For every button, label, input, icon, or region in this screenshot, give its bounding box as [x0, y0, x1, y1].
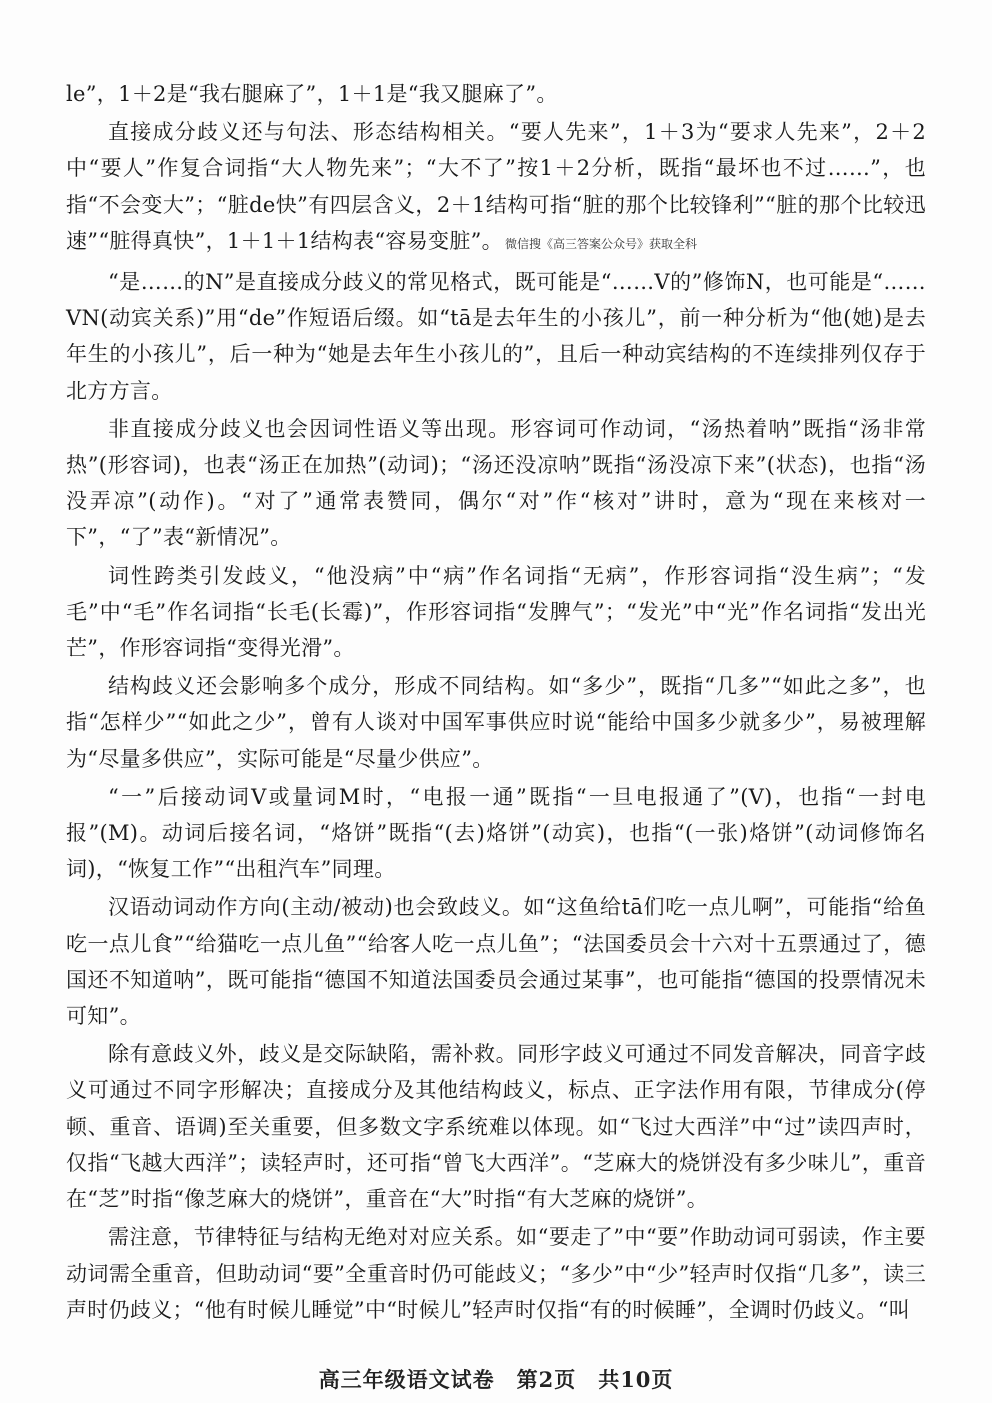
paragraph: 词性跨类引发歧义，“他没病”中“病”作名词指“无病”，作形容词指“没生病”；“发毛”中“毛”作名词指“长毛(长霉)”，作形容词指“发脾气”；“发光”中“光”作名词指“发出光芒”，作形容词指“变得光滑”。 [66, 563, 926, 661]
paragraph: 汉语动词动作方向(主动/被动)也会致歧义。如“这鱼给tā们吃一点儿啊”，可能指“给鱼吃一点儿食”“给猫吃一点儿鱼”“给客人吃一点儿鱼”；“法国委员会十六对十五票通过了，德国还不知道呐”，既可能指“德国不知道法国委员会通过某事”，也可能指“德国的投票情况未可知”。 [66, 895, 926, 1029]
paragraph: “一”后接动词V或量词M时，“电报一通”既指“一旦电报通了”(V)，也指“一封电报”(M)。动词后接名词，“烙饼”既指“(去)烙饼”(动宾)，也指“(一张)烙饼”(动词修饰名词)，“恢复工作”“出租汽车”同理。 [66, 784, 926, 882]
paragraph: “是……的N”是直接成分歧义的常见格式，既可能是“……V的”修饰N，也可能是“……VN(动宾关系)”用“de”作短语后缀。如“tā是去年生的小孩儿”，前一种分析为“他(她)是去年生的小孩儿”，后一种为“她是去年生小孩儿的”，且后一种动宾结构的不连续排列仅存于北方方言。 [66, 270, 926, 403]
body-text [66, 76, 926, 1330]
watermark-text: 微信搜《高三答案公众号》获取全科 [504, 236, 697, 251]
paragraph-text: 直接成分歧义还与句法、形态结构相关。“要人先来”，1＋3为“要求人先来”，2＋2中“要人”作复合词指“大人物先来”；“大不了”按1＋2分析，既指“最坏也不过……”，也指“不会变大”；“脏de快”有四层含义，2＋1结构可指“脏的那个比较锋利”“脏的那个比较迅速”“脏得真快”，1＋1＋1结构表“容易变脏”。 [66, 120, 926, 253]
paragraph: 结构歧义还会影响多个成分，形成不同结构。如“多少”，既指“几多”“如此之多”，也指“怎样少”“如此之少”，曾有人谈对中国军事供应时说“能给中国多少就多少”，易被理解为“尽量多供应”，实际可能是“尽量少供应”。 [66, 674, 926, 771]
paragraph [66, 114, 926, 262]
paragraph: 非直接成分歧义也会因词性语义等出现。形容词可作动词，“汤热着呐”既指“汤非常热”(形容词)，也表“汤正在加热”(动词)；“汤还没凉呐”既指“汤没凉下来”(状态)，也指“汤没弄凉”(动作)。“对了”通常表赞同，偶尔“对”作“核对”讲时，意为“现在来核对一下”，“了”表“新情况”。 [66, 416, 926, 550]
paragraph: 需注意，节律特征与结构无绝对对应关系。如“要走了”中“要”作助动词可弱读，作主要动词需全重音，但助动词“要”全重音时仍可能歧义；“多少”中“少”轻声时仅指“几多”，读三声时仍歧义；“他有时候儿睡觉”中“时候儿”轻声时仅指“有的时候睡”，全调时仍歧义。“叫 [66, 1225, 926, 1322]
paragraph: le”，1＋2是“我右腿麻了”，1＋1是“我又腿麻了”。 [66, 82, 558, 106]
page-footer: 高三年级语文试卷 第2页 共10页 [318, 1367, 674, 1392]
paragraph: 除有意歧义外，歧义是交际缺陷，需补救。同形字歧义可通过不同发音解决，同音字歧义可通过不同字形解决；直接成分及其他结构歧义，标点、正字法作用有限，节律成分(停顿、重音、语调)至关重要，但多数文字系统难以体现。如“飞过大西洋”中“过”读四声时，仅指“飞越大西洋”；读轻声时，还可指“曾飞大西洋”。“芝麻大的烧饼没有多少味儿”，重音在“芝”时指“像芝麻大的烧饼”，重音在“大”时指“有大芝麻的烧饼”。 [66, 1042, 926, 1212]
